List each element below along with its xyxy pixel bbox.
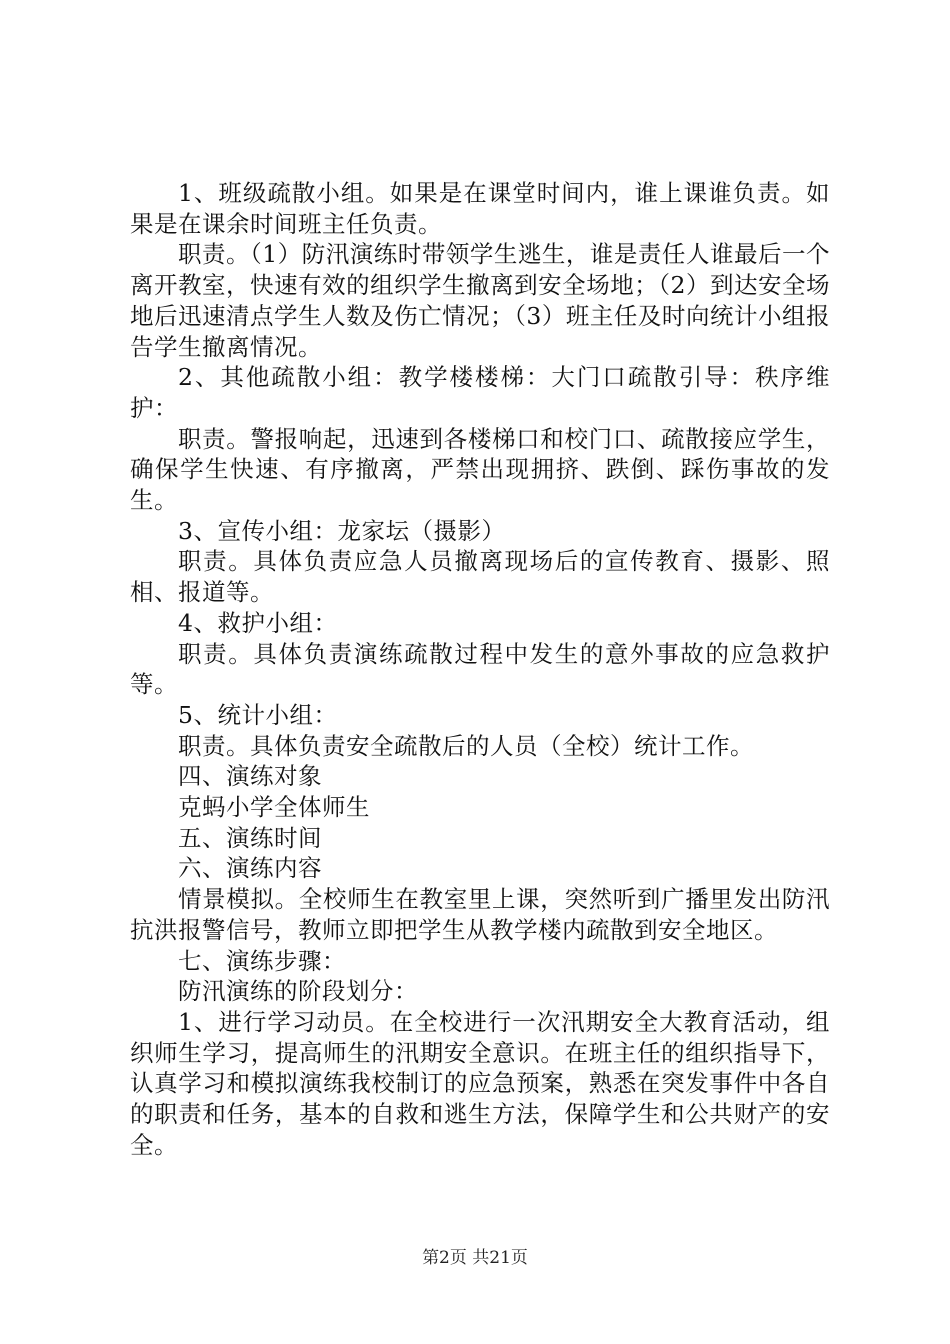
- paragraph: 4、救护小组：: [178, 608, 338, 637]
- paragraph: 5、统计小组：: [178, 700, 338, 729]
- paragraph: 情景模拟。全校师生在教室里上课，突然听到广播里发出防汛抗洪报警信号，教师立即把学生从教学楼内疏散到安全地区。: [130, 885, 830, 944]
- section-heading: 五、演练时间: [178, 823, 322, 852]
- document-body: [130, 178, 830, 1161]
- section-heading: 七、演练步骤：: [178, 946, 346, 975]
- paragraph: 职责。警报响起，迅速到各楼梯口和校门口、疏散接应学生，确保学生快速、有序撤离，严禁出现拥挤、跌倒、踩伤事故的发生。: [130, 424, 830, 515]
- paragraph: 3、宣传小组：龙家坛（摄影）: [178, 516, 506, 545]
- paragraph: 职责。具体负责安全疏散后的人员（全校）统计工作。: [178, 731, 754, 760]
- section-heading: 四、演练对象: [178, 762, 322, 791]
- paragraph: 克蚂小学全体师生: [178, 793, 370, 822]
- paragraph: 1、进行学习动员。在全校进行一次汛期安全大教育活动，组织师生学习，提高师生的汛期安全意识。在班主任的组织指导下，认真学习和模拟演练我校制订的应急预案，熟悉在突发事件中各自的职责和任务，基本的自救和逃生方法，保障学生和公共财产的安全。: [130, 1007, 830, 1159]
- paragraph: 职责。具体负责演练疏散过程中发生的意外事故的应急救护等。: [130, 639, 830, 699]
- paragraph: 1、班级疏散小组。如果是在课堂时间内，谁上课谁负责。如果是在课余时间班主任负责。: [130, 179, 830, 238]
- paragraph: 职责。（1）防汛演练时带领学生逃生，谁是责任人谁最后一个离开教室，快速有效的组织学生撤离到安全场地；（2）到达安全场地后迅速清点学生人数及伤亡情况；（3）班主任及时向统计小组报告学生撤离情况。: [130, 240, 830, 361]
- section-heading: 六、演练内容: [178, 854, 322, 883]
- paragraph: 2、其他疏散小组：教学楼楼梯：大门口疏散引导：秩序维护：: [130, 363, 830, 422]
- paragraph: 职责。具体负责应急人员撤离现场后的宣传教育、摄影、照相、报道等。: [130, 547, 830, 607]
- page-number-footer: 第2页 共21页: [422, 1248, 528, 1268]
- paragraph: 防汛演练的阶段划分：: [178, 977, 418, 1006]
